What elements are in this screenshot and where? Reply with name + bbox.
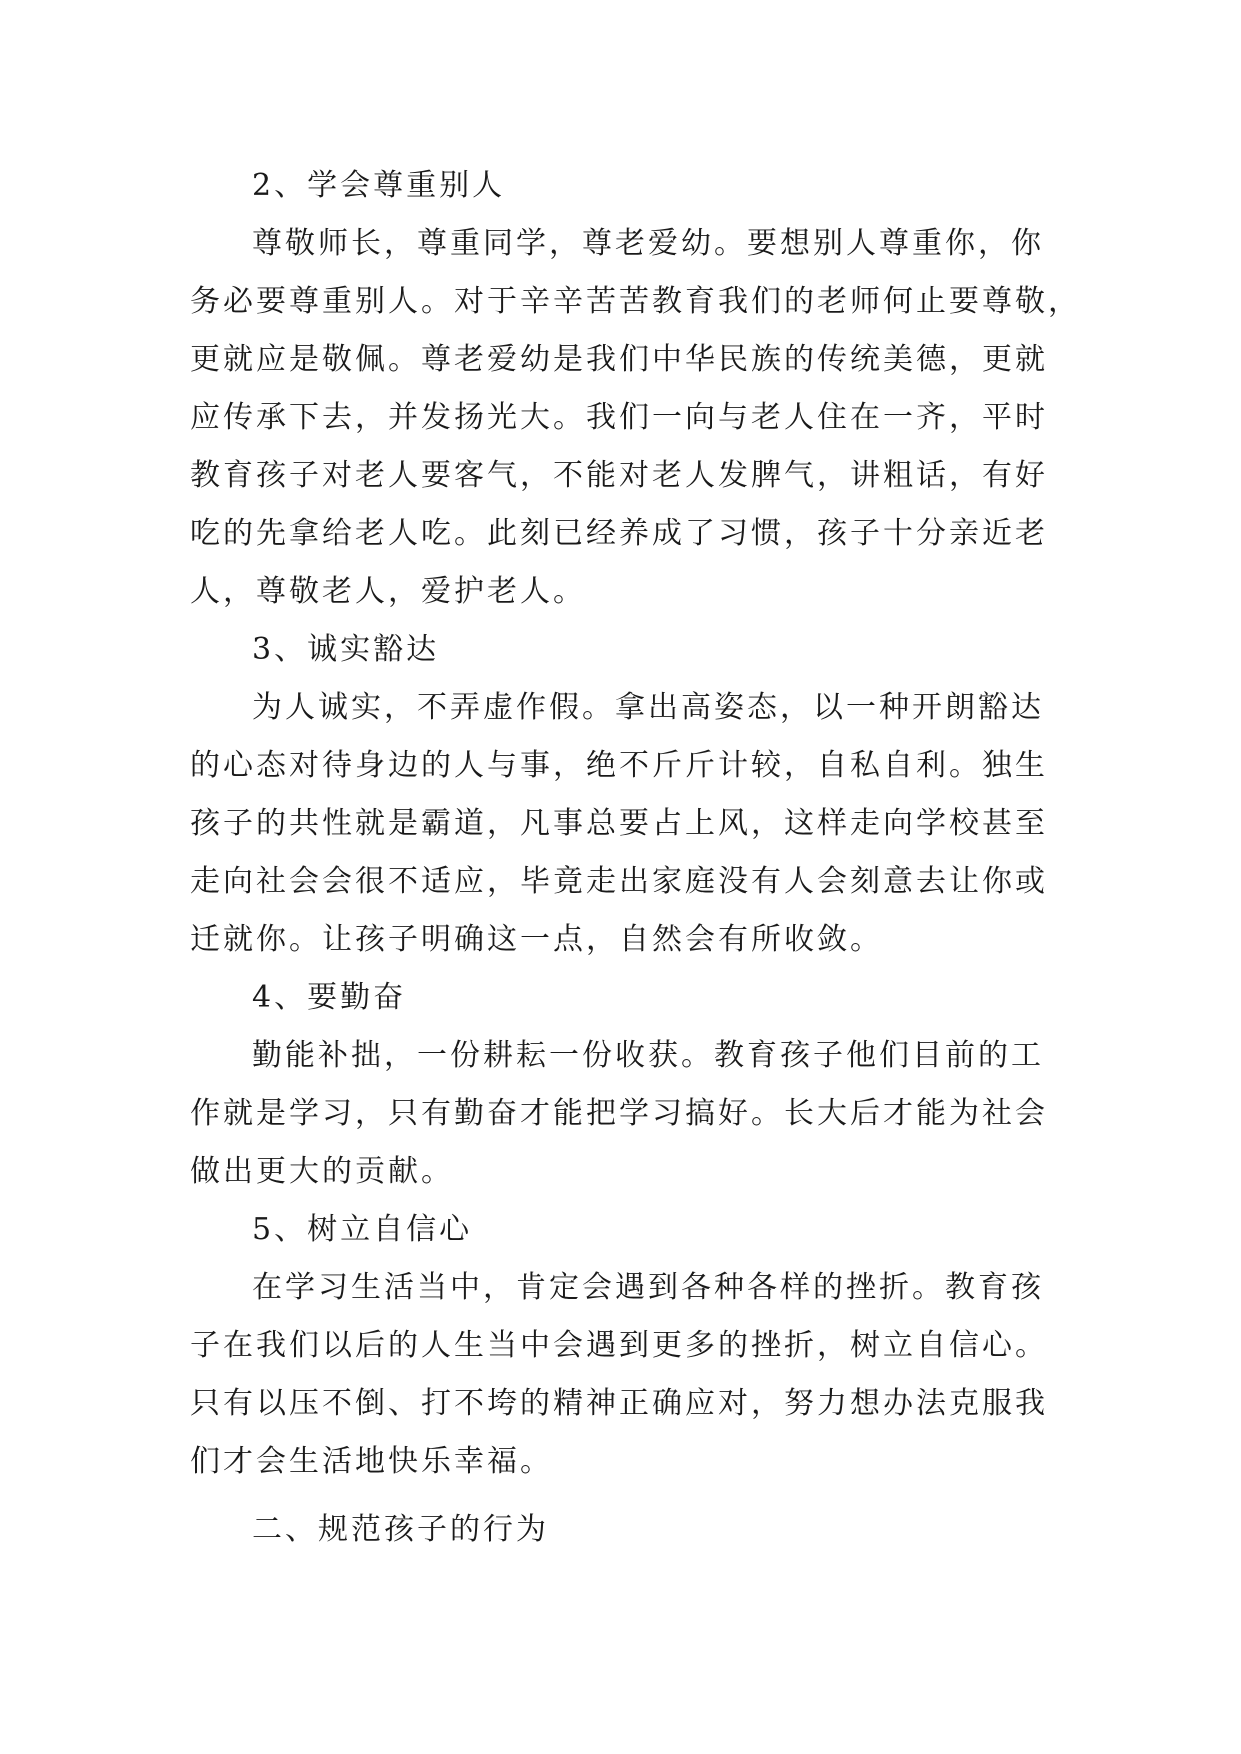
paragraph-line: 为人诚实，不弄虚作假。拿出高姿态，以一种开朗豁达 (252, 690, 1044, 725)
paragraph-line: 只有以压不倒、打不垮的精神正确应对，努力想办法克服我 (190, 1386, 1048, 1421)
paragraph-line: 做出更大的贡献。 (190, 1154, 454, 1189)
heading-confidence: 5、树立自信心 (252, 1212, 473, 1247)
paragraph-line: 务必要尊重别人。对于辛辛苦苦教育我们的老师何止要尊敬， (190, 284, 1081, 319)
paragraph-line: 迁就你。让孩子明确这一点，自然会有所收敛。 (190, 922, 883, 957)
paragraph-line: 走向社会会很不适应，毕竟走出家庭没有人会刻意去让你或 (190, 864, 1048, 899)
paragraph-line: 尊敬师长，尊重同学，尊老爱幼。要想别人尊重你，你 (252, 226, 1044, 261)
heading-diligence: 4、要勤奋 (252, 980, 407, 1015)
paragraph-line: 作就是学习，只有勤奋才能把学习搞好。长大后才能为社会 (190, 1096, 1048, 1131)
section-heading-behavior: 二、规范孩子的行为 (252, 1512, 549, 1547)
paragraph-line: 的心态对待身边的人与事，绝不斤斤计较，自私自利。独生 (190, 748, 1048, 783)
heading-honesty: 3、诚实豁达 (252, 632, 440, 667)
paragraph-line: 在学习生活当中，肯定会遇到各种各样的挫折。教育孩 (252, 1270, 1044, 1305)
paragraph-line: 子在我们以后的人生当中会遇到更多的挫折，树立自信心。 (190, 1328, 1048, 1363)
paragraph-line: 教育孩子对老人要客气，不能对老人发脾气，讲粗话，有好 (190, 458, 1048, 493)
paragraph-line: 更就应是敬佩。尊老爱幼是我们中华民族的传统美德，更就 (190, 342, 1048, 377)
heading-respect-others: 2、学会尊重别人 (252, 168, 506, 203)
paragraph-line: 应传承下去，并发扬光大。我们一向与老人住在一齐，平时 (190, 400, 1048, 435)
paragraph-line: 吃的先拿给老人吃。此刻已经养成了习惯，孩子十分亲近老 (190, 516, 1048, 551)
paragraph-line: 勤能补拙，一份耕耘一份收获。教育孩子他们目前的工 (252, 1038, 1044, 1073)
paragraph-line: 孩子的共性就是霸道，凡事总要占上风，这样走向学校甚至 (190, 806, 1048, 841)
paragraph-line: 们才会生活地快乐幸福。 (190, 1444, 553, 1479)
paragraph-line: 人，尊敬老人，爱护老人。 (190, 574, 586, 609)
